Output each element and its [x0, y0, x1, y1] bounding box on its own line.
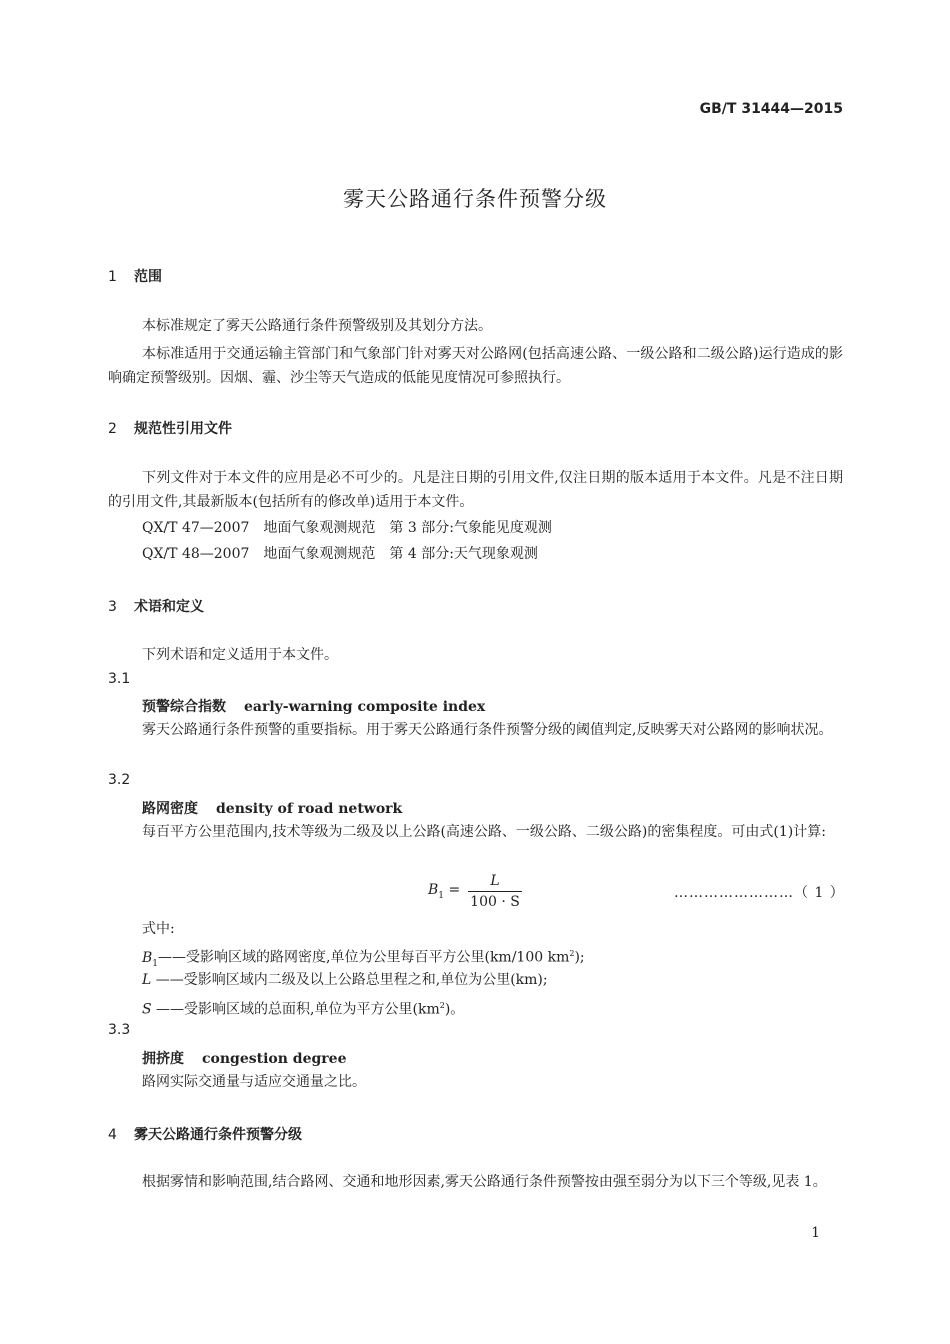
term-en: early-warning composite index [244, 699, 486, 715]
page-number: 1 [811, 1225, 820, 1241]
paragraph: 下列文件对于本文件的应用是必不可少的。凡是注日期的引用文件,仅注日期的版本适用于本文件。凡是不注日期的引用文件,其最新版本(包括所有的修改单)适用于本文件。 [108, 470, 843, 510]
fraction-bar [468, 891, 522, 892]
page-title: 雾天公路通行条件预警分级 [343, 187, 607, 211]
section-number: 1 [108, 269, 117, 285]
section-3-heading [108, 596, 204, 616]
formula-fraction [468, 872, 522, 911]
variable-definition: L ——受影响区域内二级及以上公路总里程之和,单位为公里(km); [142, 972, 548, 988]
paragraph: 本标准适用于交通运输主管部门和气象部门针对雾天对公路网(包括高速公路、一级公路和二级公路)运行造成的影响确定预警级别。因烟、霾、沙尘等天气造成的低能见度情况可参照执行。 [108, 346, 843, 386]
paragraph: 根据雾情和影响范围,结合路网、交通和地形因素,雾天公路通行条件预警按由强至弱分为以下三个等级,见表 1。 [142, 1174, 827, 1190]
variable-definition: S ——受影响区域的总面积,单位为平方公里$(km^2)$。 [142, 1001, 465, 1018]
reference-item: QX/T 48—2007 地面气象观测规范 第 4 部分:天气现象观测 [142, 546, 538, 562]
reference-item: QX/T 47—2007 地面气象观测规范 第 3 部分:气象能见度观测 [142, 520, 552, 536]
term-en: density of road network [216, 801, 403, 817]
section-title: 规范性引用文件 [134, 421, 232, 437]
section-2-heading [108, 418, 232, 438]
term-cn: 路网密度 [142, 801, 198, 817]
equation-number: ……………………（ 1 ） [674, 885, 845, 901]
formula-numerator: L [490, 873, 500, 889]
formula-lhs: $B_1$ = [428, 882, 461, 901]
term-en: congestion degree [202, 1051, 347, 1067]
term-heading [142, 798, 402, 818]
section-title: 术语和定义 [134, 599, 204, 615]
term-heading [142, 696, 485, 716]
variable-definition: $B_1——$受影响区域的路网密度,单位为公里每百平方公里(km/100 $km^2$); [142, 949, 585, 969]
subsection-number: 3.3 [108, 1022, 131, 1038]
term-definition: 雾天公路通行条件预警的重要指标。用于雾天公路通行条件预警分级的阈值判定,反映雾天对公路网的影响状况。 [142, 722, 833, 738]
section-4-heading [108, 1124, 302, 1144]
term-heading [142, 1048, 346, 1068]
term-cn: 预警综合指数 [142, 699, 226, 715]
document-code: GB/T 31444—2015 [699, 101, 843, 117]
paragraph: 本标准规定了雾天公路通行条件预警级别及其划分方法。 [142, 318, 492, 334]
paragraph: 下列术语和定义适用于本文件。 [142, 647, 338, 663]
section-number: 3 [108, 599, 117, 615]
term-definition: 每百平方公里范围内,技术等级为二级及以上公路(高速公路、一级公路、二级公路)的密集程度。可由式(1)计算: [142, 824, 826, 840]
term-cn: 拥挤度 [142, 1051, 184, 1067]
section-title: 雾天公路通行条件预警分级 [134, 1127, 302, 1143]
section-number: 2 [108, 421, 117, 437]
section-number: 4 [108, 1127, 117, 1143]
term-definition: 路网实际交通量与适应交通量之比。 [142, 1074, 366, 1090]
formula-denominator: 100 · S [470, 894, 520, 910]
subsection-number: 3.2 [108, 772, 131, 788]
section-1-heading [108, 266, 162, 286]
subsection-number: 3.1 [108, 671, 131, 687]
where-label: 式中: [142, 921, 175, 937]
section-title: 范围 [134, 269, 162, 285]
